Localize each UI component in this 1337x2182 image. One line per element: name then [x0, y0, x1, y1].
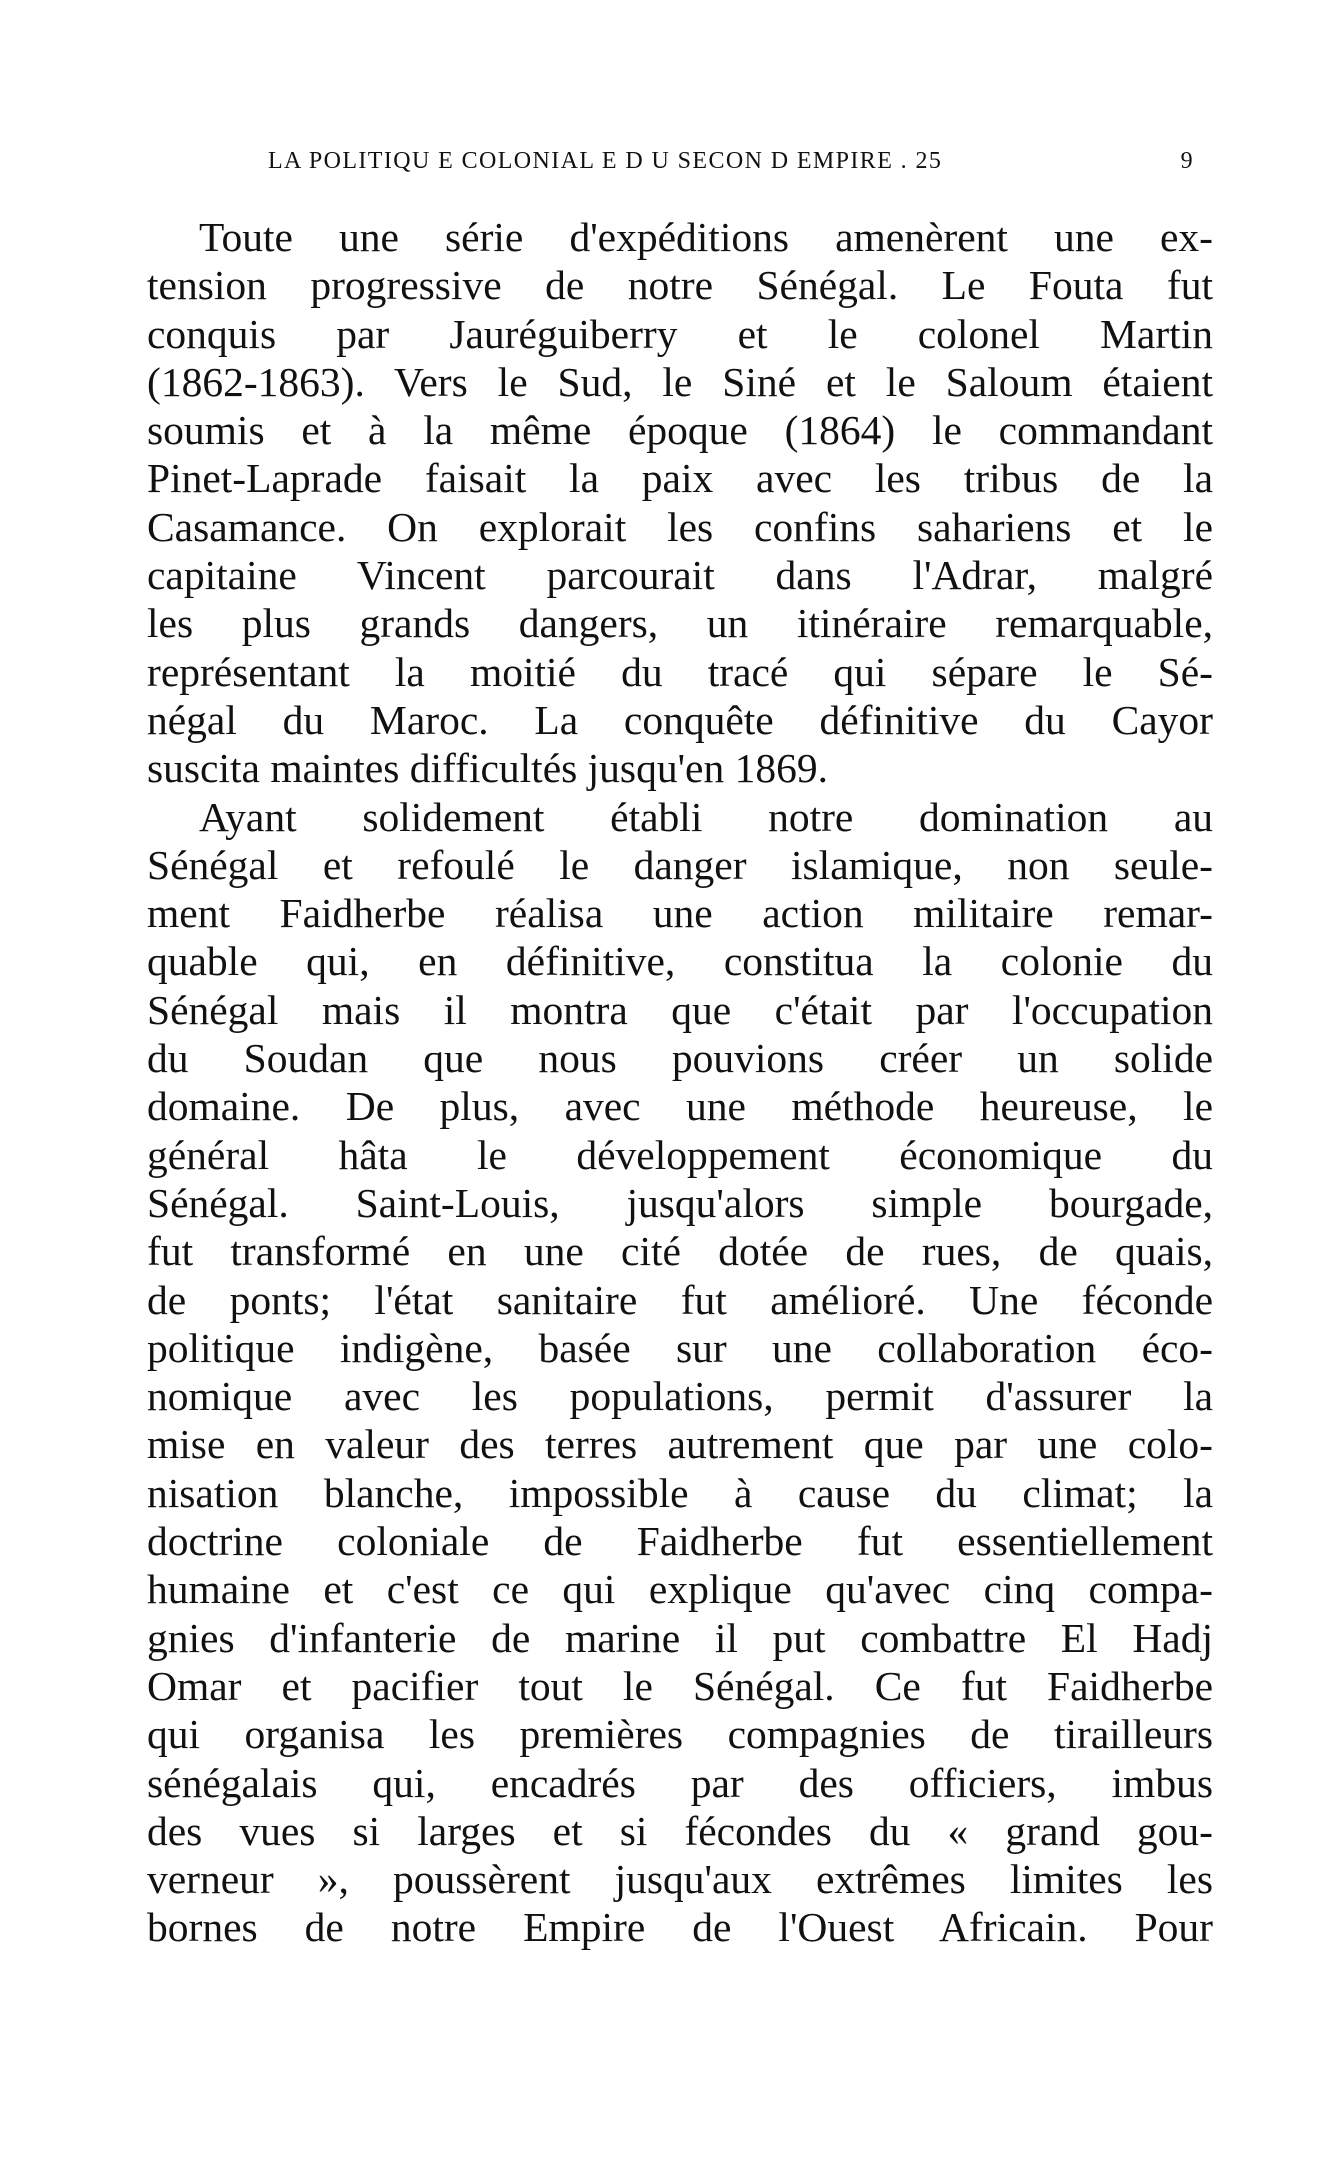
text-line: négal du Maroc. La conquête définitive du Cayor — [147, 696, 1213, 743]
text-line: Sénégal et refoulé le danger islamique, non seule- — [147, 841, 1213, 888]
text-line: qui organisa les premières compagnies de tirailleurs — [147, 1711, 1213, 1758]
body-text — [147, 213, 1213, 1952]
text-line: tension progressive de notre Sénégal. Le Fouta fut — [147, 262, 1213, 309]
text-line: soumis et à la même époque (1864) le commandant — [147, 407, 1213, 454]
text-line: Casamance. On explorait les confins sahariens et le — [147, 503, 1213, 550]
text-line: domaine. De plus, avec une méthode heureuse, le — [147, 1083, 1213, 1130]
text-line: suscita maintes difficultés jusqu'en 1869. — [147, 745, 828, 792]
paragraph-1 — [147, 213, 1213, 793]
page-number: 9 — [1180, 148, 1194, 174]
text-line: les plus grands dangers, un itinéraire remarquable, — [147, 600, 1213, 647]
text-line: capitaine Vincent parcourait dans l'Adrar, malgré — [147, 552, 1213, 599]
running-header — [268, 146, 1208, 176]
text-line: sénégalais qui, encadrés par des officiers, imbus — [147, 1759, 1213, 1806]
text-line: politique indigène, basée sur une collaboration éco- — [147, 1324, 1213, 1371]
text-line: général hâta le développement économique du — [147, 1131, 1213, 1178]
text-line: (1862-1863). Vers le Sud, le Siné et le Saloum étaient — [147, 358, 1213, 405]
text-line: doctrine coloniale de Faidherbe fut essentiellement — [147, 1518, 1213, 1565]
text-line: représentant la moitié du tracé qui sépare le Sé- — [147, 648, 1213, 695]
text-line: conquis par Jauréguiberry et le colonel Martin — [147, 310, 1213, 357]
text-line: du Soudan que nous pouvions créer un solide — [147, 1035, 1213, 1082]
text-line: Pinet-Laprade faisait la paix avec les tribus de la — [147, 455, 1213, 502]
text-line: de ponts; l'état sanitaire fut amélioré. Une féconde — [147, 1276, 1213, 1323]
header-title: LA POLITIQU E COLONIAL E D U SECON D EMPIRE . 25 — [268, 148, 943, 174]
text-line: quable qui, en définitive, constitua la colonie du — [147, 938, 1213, 985]
text-line: Omar et pacifier tout le Sénégal. Ce fut Faidherbe — [147, 1662, 1213, 1709]
text-line: nomique avec les populations, permit d'assurer la — [147, 1373, 1213, 1420]
text-line: ment Faidherbe réalisa une action militaire remar- — [147, 890, 1213, 937]
text-line: verneur », poussèrent jusqu'aux extrêmes limites les — [147, 1856, 1213, 1903]
text-line: fut transformé en une cité dotée de rues, de quais, — [147, 1228, 1213, 1275]
text-line: Sénégal mais il montra que c'était par l'occupation — [147, 986, 1213, 1033]
text-line: bornes de notre Empire de l'Ouest Africain. Pour — [147, 1904, 1213, 1951]
text-line: des vues si larges et si fécondes du « grand gou- — [147, 1807, 1213, 1854]
text-line: Toute une série d'expéditions amenèrent une ex- — [199, 214, 1213, 260]
text-line: Ayant solidement établi notre domination au — [199, 793, 1213, 840]
paragraph-2 — [147, 793, 1213, 1952]
text-line: mise en valeur des terres autrement que par une colo- — [147, 1421, 1213, 1468]
text-line: nisation blanche, impossible à cause du climat; la — [147, 1469, 1213, 1516]
text-line: gnies d'infanterie de marine il put combattre El Hadj — [147, 1614, 1213, 1661]
text-line: humaine et c'est ce qui explique qu'avec cinq compa- — [147, 1566, 1213, 1613]
text-line: Sénégal. Saint-Louis, jusqu'alors simple bourgade, — [147, 1179, 1213, 1226]
